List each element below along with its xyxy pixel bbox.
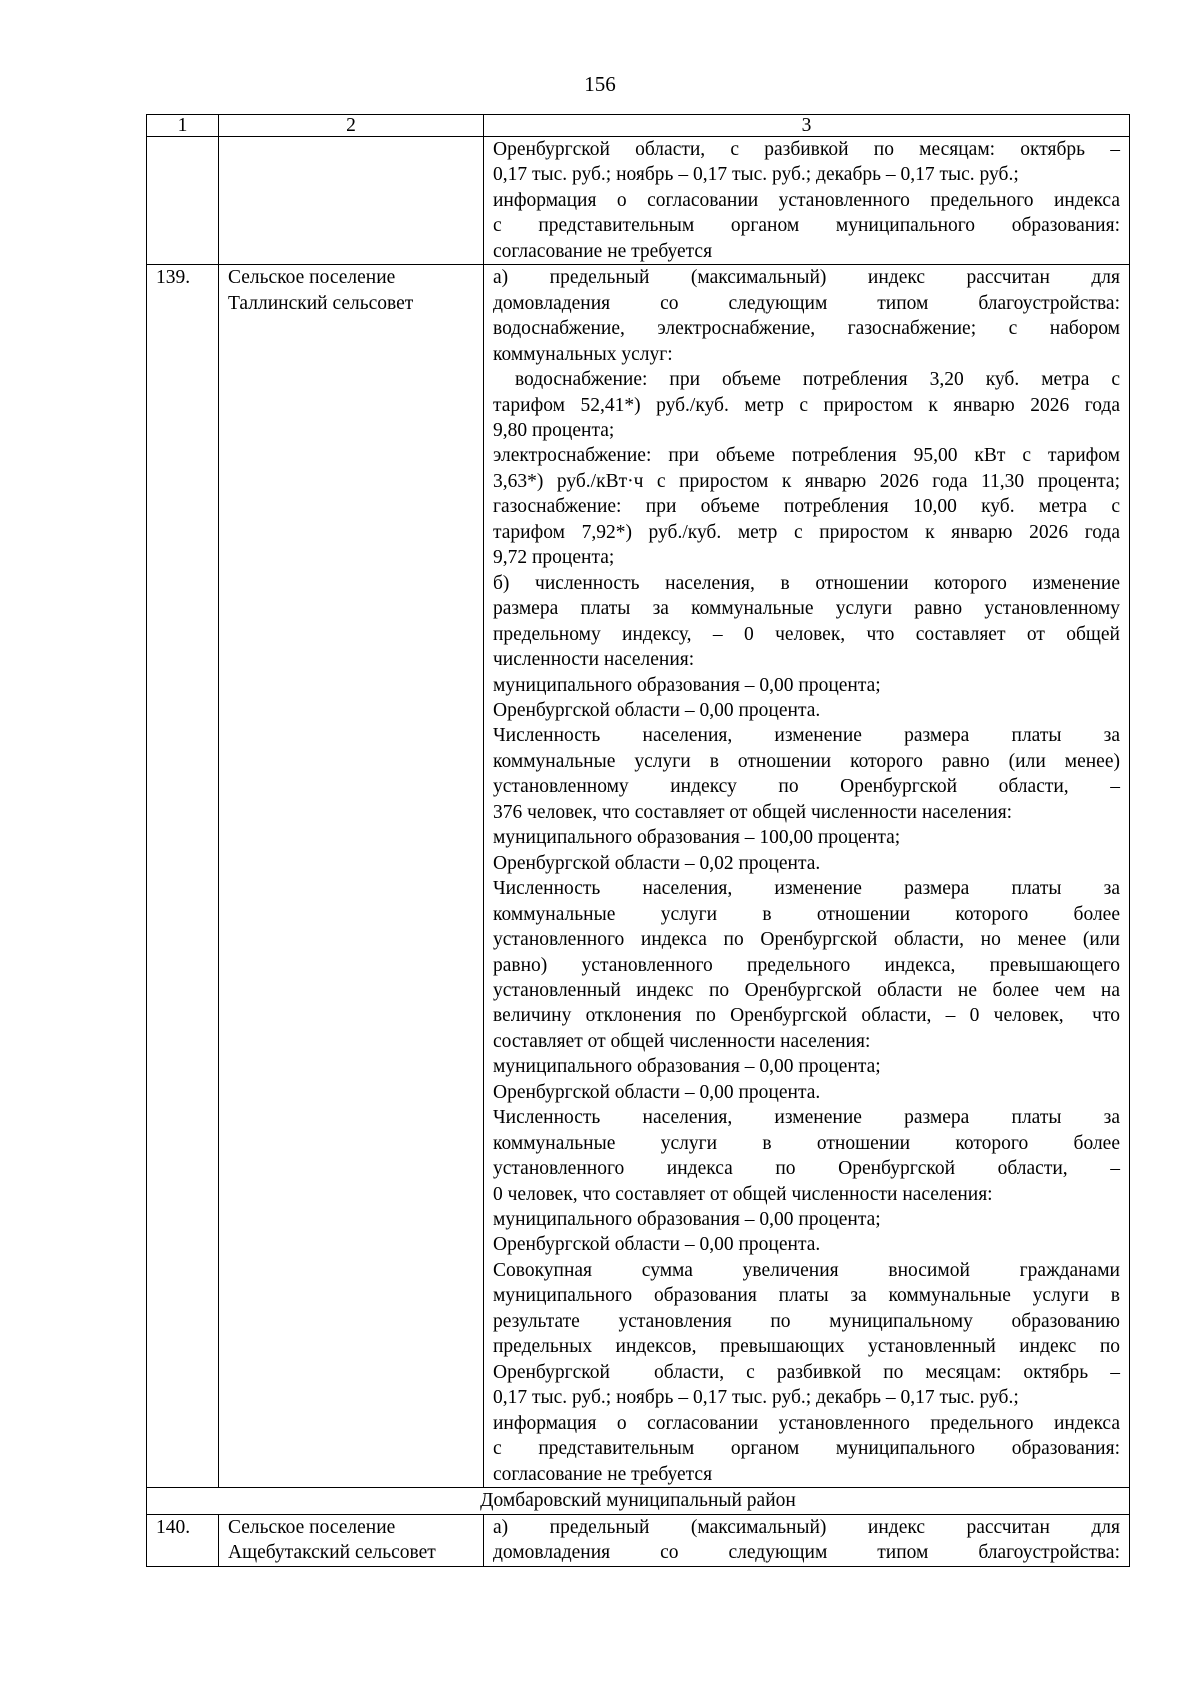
text-line: с представительным органом муниципального образования: (493, 215, 1120, 237)
text-line: муниципального образования – 0,00 процента; (493, 1056, 881, 1078)
text-line: предельному индексу, – 0 человек, что составляет от общей (493, 623, 1120, 645)
row-text-cell (484, 1515, 1130, 1567)
text-line: Численность населения, изменение размера платы за (493, 878, 1120, 900)
table-row-continuation (147, 137, 1130, 265)
section-title: Домбаровский муниципальный район (147, 1488, 1130, 1515)
text-line: Оренбургской области – 0,02 процента. (493, 852, 821, 874)
text-line: тарифом 52,41*) руб./куб. метр с приростом к январю 2026 года (493, 394, 1120, 416)
text-line: предельных индексов, превышающих установленный индекс по (493, 1336, 1120, 1358)
text-line: а) предельный (максимальный) индекс рассчитан для (493, 267, 1120, 289)
row-text-cell (484, 137, 1130, 265)
text-line: домовладения со следующим типом благоустройства: (493, 1542, 1120, 1564)
row-number-cell: 139. (147, 265, 219, 1488)
text-line: электроснабжение: при объеме потребления 95,00 кВт с тарифом (493, 445, 1120, 467)
text-line: Оренбургской области – 0,00 процента. (493, 1234, 821, 1256)
text-line: 9,72 процента; (493, 547, 615, 569)
text-line: 376 человек, что составляет от общей численности населения: (493, 801, 1013, 823)
text-line: домовладения со следующим типом благоустройства: (493, 292, 1120, 314)
table-row-140 (147, 1515, 1130, 1567)
text-line: газоснабжение: при объеме потребления 10,00 куб. метра с (493, 496, 1120, 518)
text-line: муниципального образования – 100,00 процента; (493, 827, 901, 849)
text-line: согласование не требуется (493, 240, 713, 262)
table-row-139 (147, 265, 1130, 1488)
text-line: размера платы за коммунальные услуги равно установленному (493, 598, 1120, 620)
text-line: 9,80 процента; (493, 419, 615, 441)
text-line: равно) установленного предельного индекса, превышающего (493, 954, 1120, 976)
row-number-cell: 140. (147, 1515, 219, 1567)
row-number-cell (147, 137, 219, 265)
text-line: Оренбургской области – 0,00 процента. (493, 1081, 821, 1103)
text-line: Численность населения, изменение размера платы за (493, 725, 1120, 747)
text-line: б) численность населения, в отношении которого изменение (493, 572, 1120, 594)
text-line: водоснабжение: при объеме потребления 3,20 куб. метра с (493, 369, 1120, 391)
text-line: Оренбургской области, с разбивкой по месяцам: октябрь – (493, 139, 1120, 160)
text-line: Численность населения, изменение размера платы за (493, 1107, 1120, 1129)
text-line: с представительным органом муниципального образования: (493, 1438, 1120, 1460)
text-line: составляет от общей численности населения: (493, 1030, 871, 1052)
text-line: муниципального образования – 0,00 процента; (493, 674, 881, 696)
text-line: 3,63*) руб./кВт·ч с приростом к январю 2026 года 11,30 процента; (493, 470, 1120, 492)
settlement-name: Таллинский сельсовет (228, 292, 414, 314)
text-line: тарифом 7,92*) руб./куб. метр с приростом к январю 2026 года (493, 521, 1120, 543)
text-line: информация о согласовании установленного предельного индекса (493, 1412, 1120, 1434)
text-line: 0,17 тыс. руб.; ноябрь – 0,17 тыс. руб.; декабрь – 0,17 тыс. руб.; (493, 164, 1019, 186)
text-line: муниципального образования – 0,00 процента; (493, 1209, 881, 1231)
text-line: 0,17 тыс. руб.; ноябрь – 0,17 тыс. руб.; декабрь – 0,17 тыс. руб.; (493, 1387, 1019, 1409)
text-line: Оренбургской области, с разбивкой по месяцам: октябрь – (493, 1361, 1120, 1383)
text-line: коммунальные услуги в отношении которого равно (или менее) (493, 750, 1120, 772)
text-line: установленного индекса по Оренбургской области, – (493, 1158, 1120, 1180)
text-line: величину отклонения по Оренбургской области, – 0 человек, что (493, 1005, 1120, 1027)
row-text-cell (484, 265, 1130, 1488)
text-line: результате установления по муниципальному образованию (493, 1310, 1120, 1332)
table-header-row (147, 115, 1130, 137)
section-row (147, 1488, 1130, 1515)
row-name-cell (219, 1515, 484, 1567)
text-line: Совокупная сумма увеличения вносимой гражданами (493, 1259, 1120, 1281)
row-name-cell (219, 137, 484, 265)
row-name-cell (219, 265, 484, 1488)
page-number: 156 (584, 72, 616, 96)
text-line: коммунальных услуг: (493, 343, 673, 365)
text-line: водоснабжение, электроснабжение, газоснабжение; с набором (493, 318, 1120, 340)
text-line: Оренбургской области – 0,00 процента. (493, 699, 821, 721)
text-line: установленный индекс по Оренбургской области не более чем на (493, 979, 1120, 1001)
text-line: коммунальные услуги в отношении которого более (493, 1132, 1120, 1154)
text-line: численности населения: (493, 649, 695, 671)
text-line: коммунальные услуги в отношении которого более (493, 903, 1120, 925)
text-line: согласование не требуется (493, 1463, 713, 1485)
text-line: 0 человек, что составляет от общей численности населения: (493, 1183, 993, 1205)
settlement-type: Сельское поселение (228, 267, 396, 289)
document-table (146, 114, 1130, 1567)
column-header-1: 1 (147, 115, 219, 137)
settlement-name: Ащебутакский сельсовет (228, 1542, 436, 1564)
text-line: информация о согласовании установленного предельного индекса (493, 189, 1120, 211)
settlement-type: Сельское поселение (228, 1517, 396, 1539)
text-line: установленного индекса по Оренбургской области, но менее (или (493, 929, 1120, 951)
text-line: муниципального образования платы за коммунальные услуги в (493, 1285, 1120, 1307)
text-line: установленному индексу по Оренбургской области, – (493, 776, 1120, 798)
text-line: а) предельный (максимальный) индекс рассчитан для (493, 1517, 1120, 1539)
column-header-2: 2 (219, 115, 484, 137)
column-header-3: 3 (484, 115, 1130, 137)
